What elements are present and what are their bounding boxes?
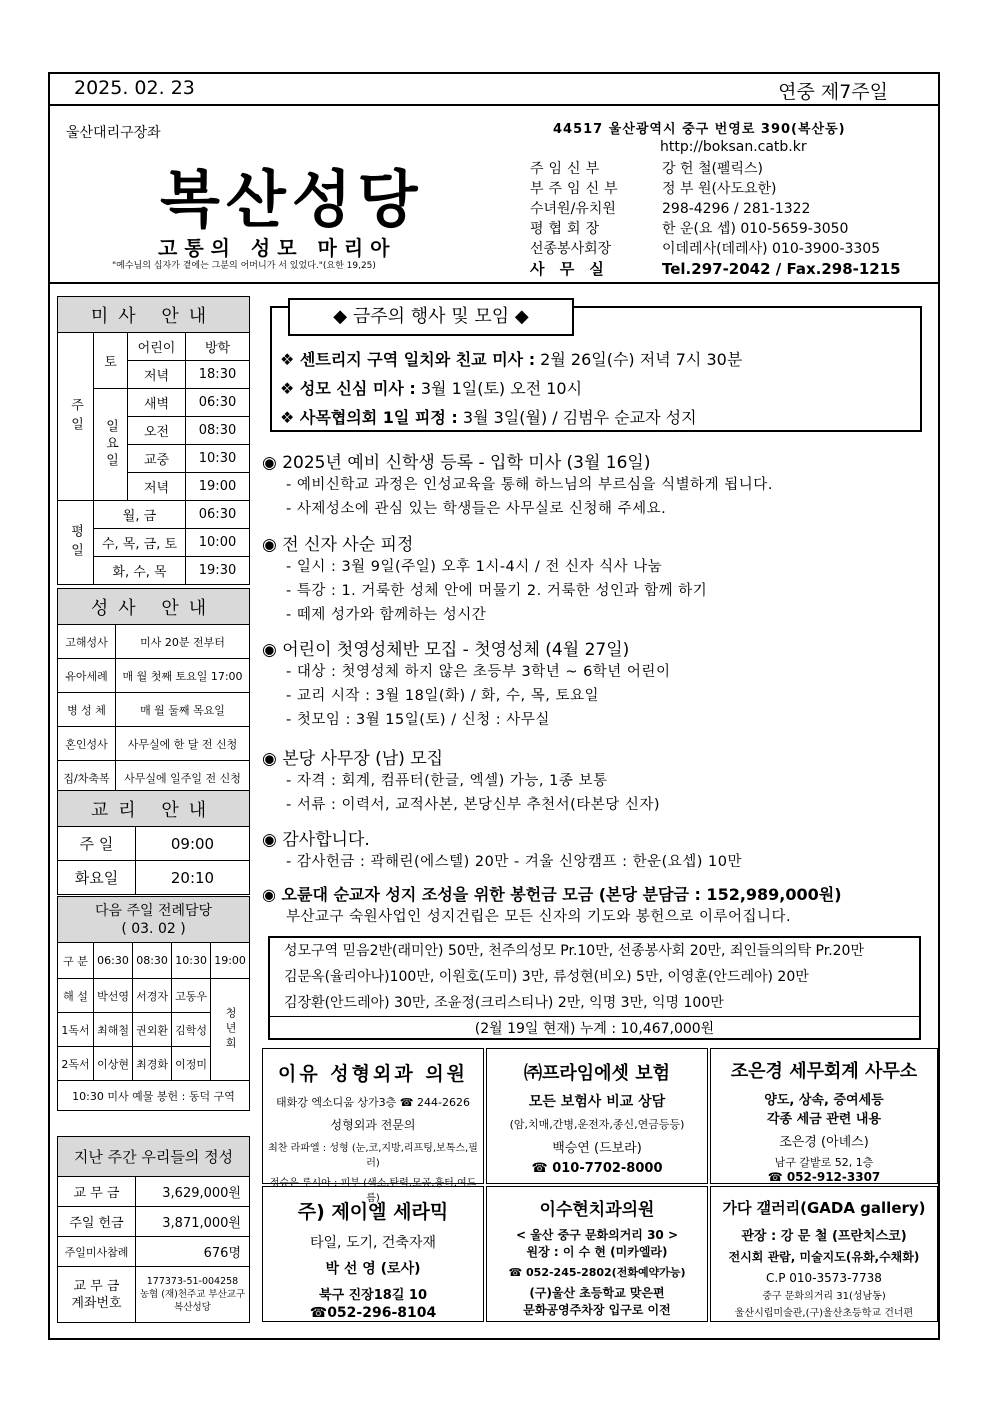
notice-shrine-fund: ◉ 오륜대 순교자 성지 조성을 위한 봉헌금 모금 (본당 분담금 : 152,989,000원) 부산교구 숙원사업인 성지건립은 모든 신자의 기도와 봉헌으로 이루어집니다.	[262, 885, 842, 925]
catechism-table: 교리 안내 주 일 09:00 화요일 20:10	[57, 790, 250, 895]
patron-saint: 고통의 성모 마리아	[158, 236, 397, 260]
notice-first-communion: ◉ 어린이 첫영성체반 모집 - 첫영성체 (4월 27일) - 대상 : 첫영성체 하지 않은 초등부 3학년 ~ 6학년 어린이 - 교리 시작 : 3월 18일(화) / 화, 수, 목, 토요일 - 첫모임 : 3월 15일(토) / 신청 : 사무실	[262, 640, 671, 728]
liturgical-week: 연중 제7주일	[778, 81, 888, 103]
staff-row: 부주임신부 정 부 원(사도요한)	[530, 181, 777, 197]
header-divider	[48, 282, 940, 284]
bible-quote: "예수님의 십자가 곁에는 그분의 어머니가 서 있었다."(요한 19,25)	[112, 261, 376, 271]
staff-row: 주임신부 강 헌 철(펠릭스)	[530, 161, 763, 177]
youth-group: 청년회	[211, 979, 250, 1081]
saturday-label: 토	[94, 333, 128, 389]
issue-date: 2025. 02. 23	[74, 77, 195, 99]
account-label: 교 무 금 계좌번호	[58, 1267, 136, 1323]
diocese-label: 울산대리구장좌	[66, 125, 161, 141]
ad-ceramic: 주) 제이엘 세라믹 타일, 도기, 건축자재 박 선 영 (로사) 북구 진장18길 10 ☎052-296-8104	[262, 1186, 484, 1322]
sunday-sub-label: 일요일	[94, 389, 128, 501]
church-name: 복산성당	[160, 163, 424, 236]
ad-plastic-surgery: 이유 성형외과 의원 태화강 엑소디움 상가3층 ☎ 244-2626 성형외과 전문의 최찬 라파엘 : 성형 (눈,코,지방,리프팅,보톡스,필러) 정승은 루시아 : 피부 (색소,탄력,모공,흉터,여드름)	[262, 1048, 484, 1184]
mass-title: 미사 안내	[58, 297, 250, 333]
events-title: ◆ 금주의 행사 및 모임 ◆	[288, 298, 574, 336]
liturgy-roster-table: 다음 주일 전례담당 ( 03. 02 ) 구 분 06:30 08:30 10:30 19:00 해 설 박선영 서경자 고동우 청년회 1독서 최해철 권외환 김학성 2독서 이상현 최경화 이정미 10:30 미사 예물 봉헌 : 동덕 구역	[57, 896, 250, 1111]
sunday-label: 주일	[58, 333, 94, 501]
catechism-title: 교리 안내	[58, 791, 250, 827]
church-url[interactable]: http://boksan.catb.kr	[660, 139, 807, 155]
liturgy-title: 다음 주일 전례담당 ( 03. 02 )	[58, 897, 250, 943]
sacraments-title: 성사 안내	[58, 589, 250, 625]
staff-list	[530, 159, 901, 279]
account-info: 177373-51-004258 농협 (재)천주교 부산교구 복산성당	[136, 1267, 250, 1323]
offering-table: 지난 주간 우리들의 정성 교 무 금 3,629,000원 주일 헌금 3,871,000원 주일미사참례 676명 교 무 금 계좌번호 177373-51-004258 농협 (재)천주교 부산교구 복산성당	[57, 1136, 250, 1323]
notice-seminary: ◉ 2025년 예비 신학생 등록 - 입학 미사 (3월 16일) - 예비신학교 과정은 인성교육을 통해 하느님의 부르심을 식별하게 됩니다. - 사제성소에 관심 있는 학생들은 사무실로 신청해 주세요.	[262, 453, 773, 517]
staff-row: 선종봉사회장 이데레사(데레사) 010-3900-3305	[530, 241, 881, 257]
mass-schedule-table: 미사 안내 주일 토 어린이 방학 저녁 18:30 일요일 새벽 06:30 오전 08:30 교중 10:30 저녁 19:00 평일 월, 금 06:30 수, 목, 금, 토 10:00 화, 수, 목 19:30	[57, 296, 250, 585]
donor-total: (2월 19일 현재) 누계 : 10,467,000원	[270, 1016, 919, 1040]
offering-title: 지난 주간 우리들의 정성	[58, 1137, 250, 1177]
top-bar	[48, 72, 940, 106]
weekday-label: 평일	[58, 501, 94, 585]
notice-office-manager: ◉ 본당 사무장 (남) 모집 - 자격 : 회계, 컴퓨터(한글, 엑셀) 가능, 1종 보통 - 서류 : 이력서, 교적사본, 본당신부 추천서(타본당 신자)	[262, 749, 661, 813]
notice-thanks: ◉ 감사합니다. - 감사헌금 : 곽해린(에스텔) 20만 - 겨울 신앙캠프 : 한운(요셉) 10만	[262, 830, 743, 870]
event-item: ❖ 사목협의회 1일 피정 : 3월 3일(월) / 김범우 순교자 성지	[280, 408, 697, 427]
ad-tax-office: 조은경 세무회계 사무소 양도, 상속, 증여세등 각종 세금 관련 내용 조은경 (아녜스) 남구 갈밭로 52, 1층 ☎ 052-912-3307	[710, 1048, 938, 1184]
staff-row: 수녀원/유치원 298-4296 / 281-1322	[530, 201, 811, 217]
ad-gallery: 가다 갤러리(GADA gallery) 관장 : 강 문 철 (프란치스코) 전시회 관람, 미술지도(유화,수채화) C.P 010-3573-7738 중구 문화의거리 31(성남동) 울산시립미술관,(구)울산초등학교 건너편	[710, 1186, 938, 1322]
offering-note: 10:30 미사 예물 봉헌 : 동덕 구역	[58, 1081, 250, 1111]
ad-dental-clinic: 이수현치과의원 < 울산 중구 문화의거리 30 > 원장 : 이 수 현 (미카엘라) ☎ 052-245-2802(전화예약가능) (구)울산 초등학교 맞은편 문화공영주차장 입구로 이전	[486, 1186, 708, 1322]
church-address: 44517 울산광역시 중구 번영로 390(복산동)	[553, 122, 846, 137]
donor-list: 성모구역 믿음2반(래미안) 50만, 천주의성모 Pr.10만, 선종봉사회 20만, 죄인들의의탁 Pr.20만 김문옥(율리아나)100만, 이원호(도미) 3만, 류성현(비오) 5만, 이영훈(안드레아) 20만 김장환(안드레아) 30만, 조윤정(크리스티나) 2만, 익명 3만, 익명 100만 (2월 19일 현재) 누계 : 10,467,000원	[268, 936, 921, 1040]
event-item: ❖ 성모 신심 미사 : 3월 1일(토) 오전 10시	[280, 379, 583, 398]
ad-insurance: ㈜프라임에셋 보험 모든 보험사 비교 상담 (암,치매,간병,운전자,종신,연금등등) 백승연 (드보라) ☎ 010-7702-8000	[486, 1048, 708, 1184]
staff-row: 평협회장 한 운(요 셉) 010-5659-3050	[530, 221, 849, 237]
event-item: ❖ 센트리지 구역 일치와 친교 미사 : 2월 26일(수) 저녁 7시 30분	[280, 350, 743, 369]
notice-lent-retreat: ◉ 전 신자 사순 피정 - 일시 : 3월 9일(주일) 오후 1시-4시 / 전 신자 식사 나눔 - 특강 : 1. 거룩한 성체 안에 머물기 2. 거룩한 성인과 함께 하기 - 떼제 성가와 함께하는 성시간	[262, 535, 708, 623]
sacraments-table: 성사 안내 고해성사 미사 20분 전부터 유아세례 매 월 첫째 토요일 17:00 병 성 체 매 월 둘째 목요일 혼인성사 사무실에 한 달 전 신청 집/차축복 사무실에 일주일 전 신청	[57, 588, 250, 795]
office-row: 사 무 실 Tel.297-2042 / Fax.298-1215	[530, 260, 901, 278]
